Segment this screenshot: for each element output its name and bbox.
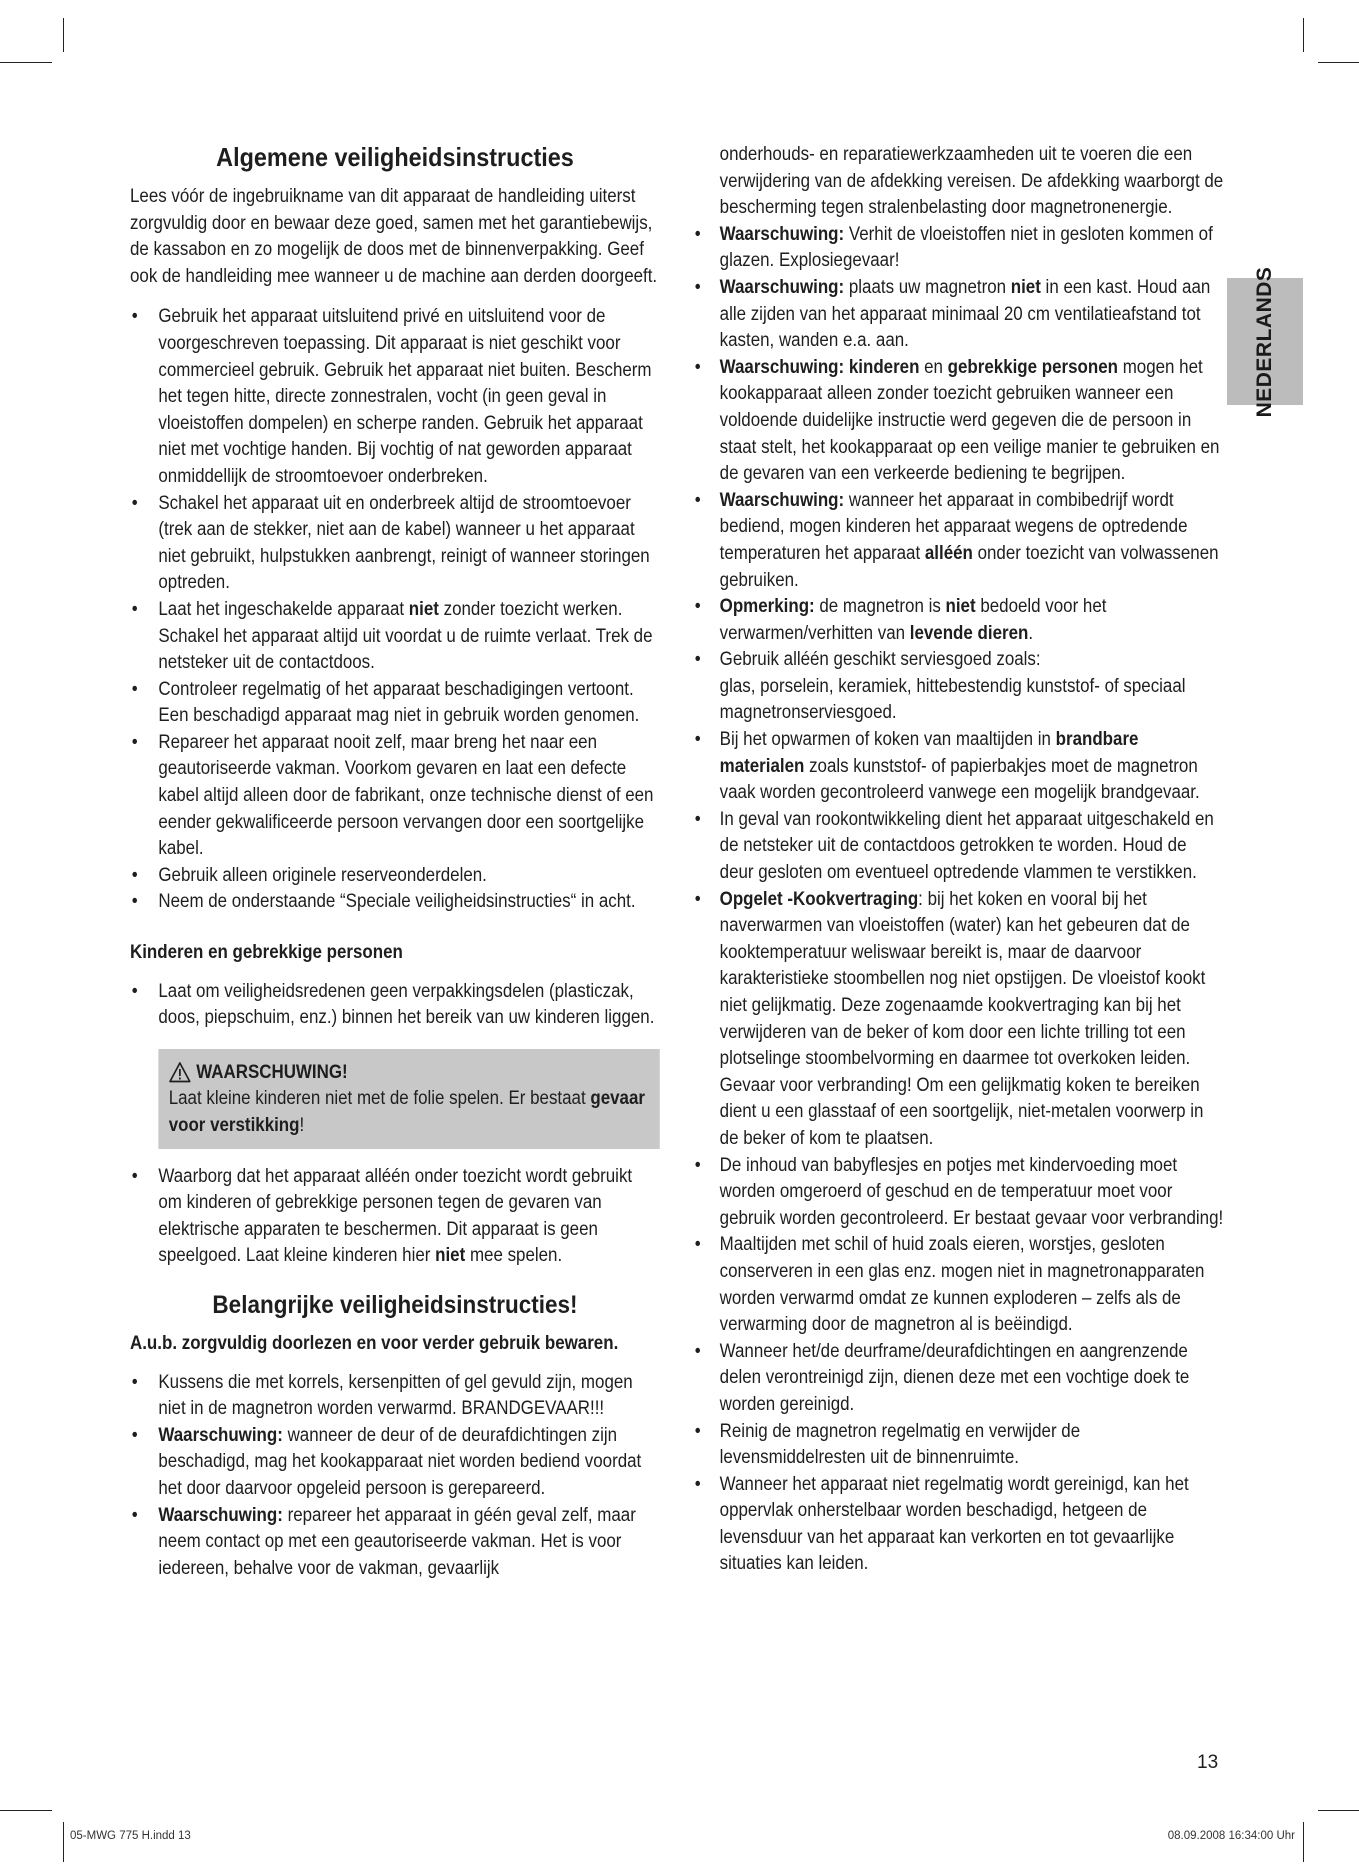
crop-mark	[1318, 1810, 1359, 1811]
list-item: • Opgelet -Kookvertraging: bij het koken en vooral bij het naverwarmen van vloeistoffen (water) kan het gebeuren dat de kooktemperatuur weliswaar bereikt is, maar de daarvoor karakteristieke stoombellen nog niet opstijgen. De vloeistof kookt niet gelijkmatig. Deze zogenaamde kookvertraging kan bij het verwijderen van de beker of kom door een lichte trilling tot een plotselinge stoombelvorming en daarmee tot overkoken leiden. Gevaar voor verbranding! Om een gelijkmatig koken te bereiken dient u een glasstaaf of een soortgelijk, niet-metalen voorwerp in de beker of kom te plaatsen.	[693, 886, 1225, 1152]
list-item: • Gebruik het apparaat uitsluitend privé en uitsluitend voor de voorgeschreven toepassing. Dit apparaat is niet geschikt voor commercieel gebruik. Gebruik het apparaat niet buiten. Bescherm het tegen hitte, directe zonnestralen, vocht (in geen geval in vloeistoffen dompelen) en scherpe randen. Gebruik het apparaat niet met vochtige handen. Bij vochtig of nat geworden apparaat onmiddellijk de stroomtoevoer onderbreken.	[130, 303, 660, 489]
language-tab-label: NEDERLANDS	[1253, 266, 1276, 417]
list-item: • Waarschuwing: Verhit de vloeistoffen niet in gesloten kommen of glazen. Explosiegevaar!	[693, 221, 1225, 274]
list-item: • Schakel het apparaat uit en onderbreek altijd de stroomtoevoer (trek aan de stekker, niet aan de kabel) wanneer u het apparaat niet gebruikt, hulpstukken aanbrengt, reinigt of wanneer storingen optreden.	[130, 490, 660, 596]
important-safety-title: Belangrijke veiligheidsinstructies!	[212, 1290, 578, 1319]
list-item: • Waarschuwing: wanneer de deur of de deurafdichtingen zijn beschadigd, mag het kookapparaat niet worden bediend voordat het door daarvoor opgeleid persoon is gerepareerd.	[130, 1422, 660, 1502]
list-item: • Kussens die met korrels, kersenpitten of gel gevuld zijn, mogen niet in de magnetron worden verwarmd. BRANDGEVAAR!!!	[130, 1369, 660, 1422]
right-text-block	[693, 141, 1225, 1577]
warning-title: WAARSCHUWING!	[196, 1060, 348, 1083]
children-heading: Kinderen en gebrekkige personen	[130, 941, 403, 964]
crop-mark	[1303, 18, 1304, 52]
general-safety-title: Algemene veiligheidsinstructies	[216, 142, 574, 172]
language-tab	[1227, 266, 1303, 417]
important-subtitle: A.u.b. zorgvuldig doorlezen en voor verder gebruik bewaren.	[130, 1331, 619, 1354]
list-item: • Wanneer het/de deurframe/deurafdichtingen en aangrenzende delen verontreinigd zijn, dienen deze met een vochtige doek te worden gereinigd.	[693, 1338, 1225, 1418]
list-item: • Waarborg dat het apparaat alléén onder toezicht wordt gebruikt om kinderen of gebrekkige personen tegen de gevaren van elektrische apparaten te beschermen. Dit apparaat is geen speelgoed. Laat kleine kinderen hier niet mee spelen.	[130, 1163, 660, 1269]
crop-mark	[0, 1810, 52, 1811]
list-item: • Repareer het apparaat nooit zelf, maar breng het naar een geautoriseerde vakman. Voorkom gevaren en laat een defecte kabel altijd alleen door de fabrikant, onze technische dienst of een eender gekwalificeerde persoon vervangen door een soortgelijke kabel.	[130, 729, 660, 862]
children-list	[130, 978, 660, 1031]
crop-mark	[1318, 62, 1359, 63]
list-item: • De inhoud van babyflesjes en potjes met kindervoeding moet worden omgeroerd of geschud en de temperatuur moet voor gebruik worden gecontroleerd. Er bestaat gevaar voor verbranding!	[693, 1152, 1225, 1232]
list-item: • Opmerking: de magnetron is niet bedoeld voor het verwarmen/verhitten van levende dieren.	[693, 593, 1225, 646]
page-number: 13	[1197, 1752, 1219, 1773]
crop-mark	[63, 18, 64, 52]
list-item: • In geval van rookontwikkeling dient het apparaat uitgeschakeld en de netsteker uit de contactdoos getrokken te worden. Houd de deur gesloten om eventueel optredende vlammen te verstikken.	[693, 806, 1225, 886]
footer-file-info: 05-MWG 775 H.indd 13	[70, 1830, 191, 1842]
list-item: • Controleer regelmatig of het apparaat beschadigingen vertoont. Een beschadigd apparaat mag niet in gebruik worden genomen.	[130, 676, 660, 729]
list-item: • Neem de onderstaande “Speciale veiligheidsinstructies“ in acht.	[130, 888, 660, 915]
footer-timestamp: 08.09.2008 16:34:00 Uhr	[1167, 1830, 1295, 1842]
warning-heading	[169, 1059, 650, 1086]
crop-mark	[1303, 1822, 1304, 1862]
crop-mark	[0, 62, 52, 63]
right-column	[693, 141, 1225, 1577]
list-item: • Maaltijden met schil of huid zoals eieren, worstjes, gesloten conserveren in een glas enz. mogen niet in magnetronapparaten worden verwarmd omdat ze kunnen exploderen – zelfs als de verwarming door de magnetron al is beëindigd.	[693, 1231, 1225, 1337]
crop-mark	[63, 1822, 64, 1862]
list-item: • Waarschuwing: kinderen en gebrekkige personen mogen het kookapparaat alleen zonder toezicht gebruiken wanneer een voldoende duidelijke instructie werd gegeven die de persoon in staat stelt, het kookapparaat op een veilige manier te gebruiken en de gevaren van een verkeerde bediening te begrijpen.	[693, 354, 1225, 487]
list-item: • Laat om veiligheidsredenen geen verpakkingsdelen (plasticzak, doos, piepschuim, enz.) binnen het bereik van uw kinderen liggen.	[130, 978, 660, 1031]
list-item: • Waarschuwing: wanneer het apparaat in combibedrijf wordt bediend, mogen kinderen het apparaat wegens de optredende temperaturen het apparaat alléén onder toezicht van volwassenen gebruiken.	[693, 487, 1225, 593]
warning-text: Laat kleine kinderen niet met de folie spelen. Er bestaat gevaar voor verstikking!	[168, 1087, 645, 1136]
general-text-block	[130, 183, 660, 1269]
important-text-block	[130, 1330, 660, 1581]
continuation-text: onderhouds- en reparatiewerkzaamheden uit te voeren die een verwijdering van de afdekking vereisen. De afdekking waarborgt de bescherming tegen stralenbelasting door magnetronenergie.	[719, 143, 1224, 219]
list-item: • Reinig de magnetron regelmatig en verwijder de levensmiddelresten uit de binnenruimte.	[693, 1418, 1225, 1471]
children-list-2	[130, 1163, 660, 1269]
list-item: • Waarschuwing: repareer het apparaat in géén geval zelf, maar neem contact op met een geautoriseerde vakman. Het is voor iedereen, behalve voor de vakman, gevaarlijk	[130, 1502, 660, 1582]
important-list-left	[130, 1369, 660, 1582]
list-item: • Gebruik alléén geschikt serviesgoed zoals: glas, porselein, keramiek, hittebestendig kunststof- of speciaal magnetronserviesgoed.	[693, 646, 1225, 726]
warning-triangle-icon	[169, 1061, 191, 1083]
list-item: • Waarschuwing: plaats uw magnetron niet in een kast. Houd aan alle zijden van het apparaat minimaal 20 cm ventilatieafstand tot kasten, wanden e.a. aan.	[693, 274, 1225, 354]
general-list	[130, 303, 660, 915]
warning-box	[158, 1049, 660, 1149]
important-list-right	[693, 221, 1225, 1577]
list-item: • Gebruik alleen originele reserveonderdelen.	[130, 862, 660, 889]
list-item: • Bij het opwarmen of koken van maaltijden in brandbare materialen zoals kunststof- of papierbakjes moet de magnetron vaak worden gecontroleerd vanwege een mogelijk brandgevaar.	[693, 726, 1225, 806]
general-intro: Lees vóór de ingebruikname van dit apparaat de handleiding uiterst zorgvuldig door en bewaar deze goed, samen met het garantiebewijs, de kassabon en zo mogelijk de doos met de binnenverpakking. Geef ook de handleiding mee wanneer u de machine aan derden doorgeeft.	[130, 185, 658, 287]
list-item: • Wanneer het apparaat niet regelmatig wordt gereinigd, kan het oppervlak onherstelbaar worden beschadigd, hetgeen de levensduur van het apparaat kan verkorten en tot gevaarlijke situaties kan leiden.	[693, 1471, 1225, 1577]
left-column	[130, 142, 660, 1581]
list-item: • Laat het ingeschakelde apparaat niet zonder toezicht werken. Schakel het apparaat altijd uit voordat u de ruimte verlaat. Trek de netsteker uit de contactdoos.	[130, 596, 660, 676]
